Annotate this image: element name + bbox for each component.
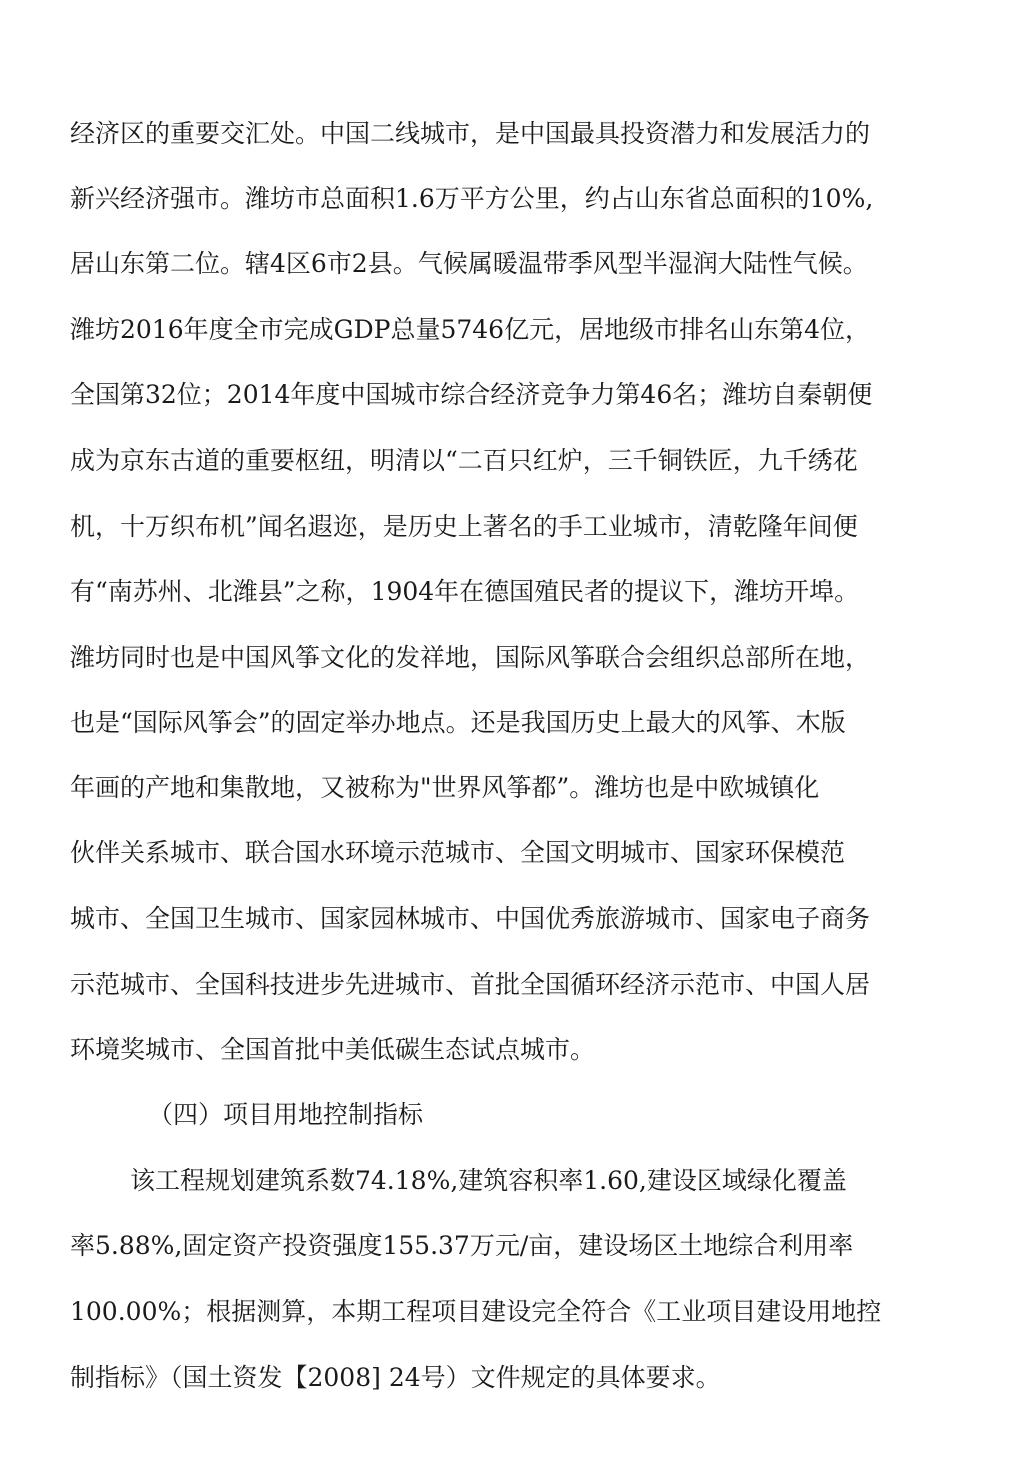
paragraph-2-line-4: 制指标》（国土资发【2008] 24号）文件规定的具体要求。 xyxy=(70,1363,721,1392)
paragraph-1-line-4: 潍坊2016年度全市完成GDP总量5746亿元，居地级市排名山东第4位， xyxy=(70,315,870,344)
paragraph-1-line-11: 年画的产地和集散地，又被称为"世界风筝都”。潍坊也是中欧城镇化 xyxy=(70,773,820,802)
paragraph-1-line-2: 新兴经济强市。潍坊市总面积1.6万平方公里，约占山东省总面积的10%, xyxy=(70,184,874,213)
paragraph-1-line-14: 示范城市、全国科技进步先进城市、首批全国循环经济示范市、中国人居 xyxy=(70,970,871,999)
paragraph-1-line-3: 居山东第二位。辖4区6市2县。气候属暖温带季风型半湿润大陆性气候。 xyxy=(70,249,868,278)
paragraph-1-line-5: 全国第32位；2014年度中国城市综合经济竞争力第46名；潍坊自秦朝便 xyxy=(70,380,873,409)
paragraph-1-line-12: 伙伴关系城市、联合国水环境示范城市、全国文明城市、国家环保模范 xyxy=(70,838,846,867)
paragraph-2-line-2: 率5.88%,固定资产投资强度155.37万元/亩，建设场区土地综合利用率 xyxy=(70,1231,854,1260)
paragraph-1-line-10: 也是“国际风筝会”的固定举办地点。还是我国历史上最大的风筝、木版 xyxy=(70,708,846,737)
paragraph-1-line-7: 机，十万织布机”闻名遐迩，是历史上著名的手工业城市，清乾隆年间便 xyxy=(70,512,858,541)
paragraph-2-line-3: 100.00%；根据测算，本期工程项目建设完全符合《工业项目建设用地控 xyxy=(70,1297,882,1326)
paragraph-1-line-8: 有“南苏州、北潍县”之称，1904年在德国殖民者的提议下，潍坊开埠。 xyxy=(70,577,860,606)
paragraph-1-line-1: 经济区的重要交汇处。中国二线城市，是中国最具投资潜力和发展活力的 xyxy=(70,119,871,148)
paragraph-2-line-1: 该工程规划建筑系数74.18%,建筑容积率1.60,建设区域绿化覆盖 xyxy=(130,1166,847,1195)
section-heading: （四）项目用地控制指标 xyxy=(148,1100,424,1129)
paragraph-1-line-9: 潍坊同时也是中国风筝文化的发祥地，国际风筝联合会组织总部所在地， xyxy=(70,643,871,672)
paragraph-1-line-13: 城市、全国卫生城市、国家园林城市、中国优秀旅游城市、国家电子商务 xyxy=(70,904,871,933)
paragraph-1-line-6: 成为京东古道的重要枢纽，明清以“二百只红炉，三千铜铁匠，九千绣花 xyxy=(70,446,858,475)
paragraph-1-line-15: 环境奖城市、全国首批中美低碳生态试点城市。 xyxy=(70,1035,596,1064)
